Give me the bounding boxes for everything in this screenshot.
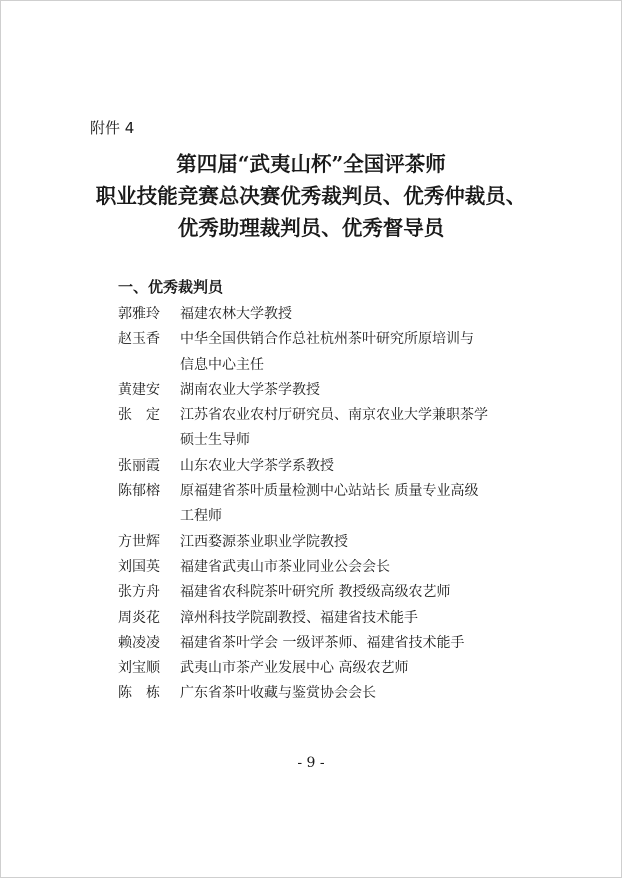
list-item	[118, 327, 558, 352]
person-name: 陈郁榕	[118, 483, 160, 500]
person-title: 福建省农科院茶叶研究所 教授级高级农艺师	[180, 584, 451, 601]
list-item	[118, 656, 558, 681]
person-title: 山东农业大学茶学系教授	[180, 457, 334, 474]
list-item	[118, 681, 558, 706]
person-title: 武夷山市茶产业发展中心 高级农艺师	[180, 660, 409, 677]
person-title-continued: 硕士生导师	[180, 432, 250, 449]
list-item	[118, 302, 558, 327]
person-title: 福建省武夷山市茶业同业公会会长	[180, 558, 390, 575]
list-item	[118, 606, 558, 631]
list-item	[118, 530, 558, 555]
person-name: 方世辉	[118, 533, 160, 550]
person-title: 中华全国供销合作总社杭州茶叶研究所原培训与	[180, 331, 474, 348]
list-item	[118, 378, 558, 403]
person-name: 赵玉香	[118, 331, 160, 348]
attachment-label: 附件 4	[90, 119, 135, 137]
person-title: 湖南农业大学茶学教授	[180, 381, 320, 398]
person-name: 张 定	[118, 407, 160, 424]
title-line-1: 第四届“武夷山杯”全国评茶师	[176, 152, 446, 176]
list-item	[118, 631, 558, 656]
person-name: 张方舟	[118, 584, 160, 601]
person-name: 周炎花	[118, 609, 160, 626]
person-name: 郭雅玲	[118, 306, 160, 322]
list-item	[118, 479, 558, 504]
title-line-2: 职业技能竞赛总决赛优秀裁判员、优秀仲裁员、	[95, 184, 527, 208]
list-item	[118, 580, 558, 605]
person-title: 福建省茶叶学会 一级评茶师、福建省技术能手	[180, 634, 465, 651]
person-title: 江苏省农业农村厅研究员、南京农业大学兼职茶学	[180, 407, 488, 424]
person-title: 江西婺源茶业职业学院教授	[180, 533, 348, 550]
list-item	[118, 454, 558, 479]
person-name: 张丽霞	[118, 457, 160, 474]
person-title: 原福建省茶叶质量检测中心站站长 质量专业高级	[180, 483, 479, 500]
person-name: 刘宝顺	[118, 660, 160, 677]
person-name: 陈 栋	[118, 685, 160, 702]
referee-list	[118, 302, 558, 707]
list-item	[118, 555, 558, 580]
person-name: 赖凌凌	[118, 634, 160, 651]
person-title: 漳州科技学院副教授、福建省技术能手	[180, 609, 418, 626]
page-number: - 9 -	[297, 755, 325, 771]
section-heading: 一、优秀裁判员	[118, 278, 224, 296]
person-title: 广东省茶叶收藏与鉴赏协会会长	[180, 685, 376, 702]
person-name: 刘国英	[118, 558, 160, 575]
list-item	[118, 403, 558, 428]
person-title-continued: 工程师	[180, 508, 222, 525]
person-title-continued: 信息中心主任	[180, 356, 264, 373]
person-name: 黄建安	[118, 381, 160, 398]
document-title	[61, 148, 561, 244]
title-line-3: 优秀助理裁判员、优秀督导员	[177, 216, 445, 240]
person-title: 福建农林大学教授	[180, 306, 292, 322]
